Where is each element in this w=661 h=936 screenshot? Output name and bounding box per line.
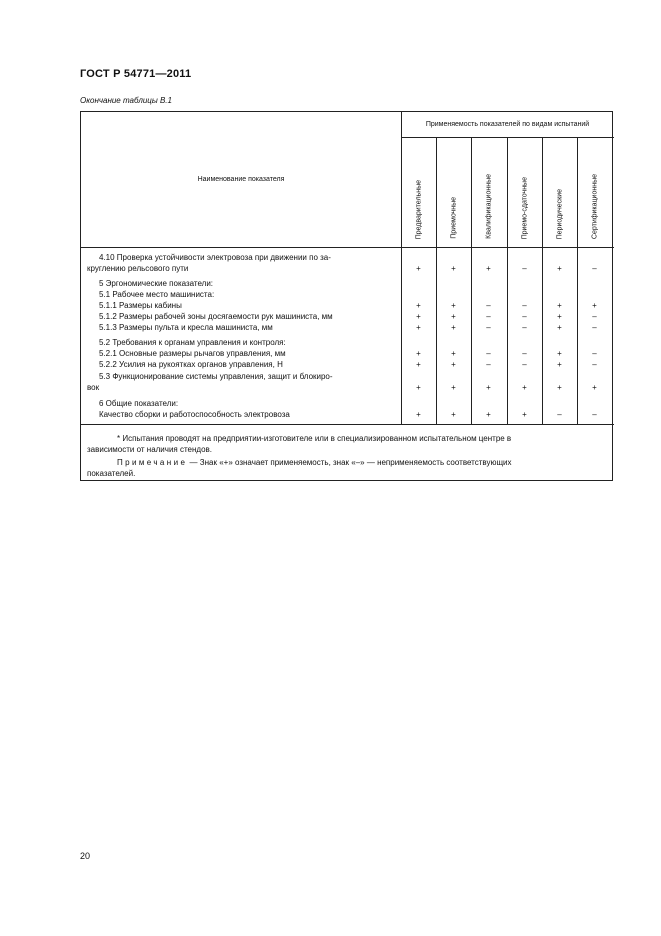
document-title: ГОСТ Р 54771—2011: [80, 68, 192, 80]
table-row: [81, 301, 614, 311]
applicability-mark: +: [486, 410, 491, 419]
row-label: Качество сборки и работоспособность электровоза: [99, 410, 290, 419]
table-row: [81, 253, 614, 263]
applicability-mark: +: [522, 383, 527, 392]
applicability-mark: –: [522, 301, 527, 310]
table-row: [81, 399, 614, 409]
applicability-mark: +: [451, 383, 456, 392]
applicability-mark: +: [416, 301, 421, 310]
applicability-mark: –: [486, 360, 491, 369]
table-note: [81, 458, 614, 479]
table-row: [81, 360, 614, 370]
row-label: 5.1.1 Размеры кабины: [99, 301, 182, 310]
applicability-group-header: Применяемость показателей по видам испытаний: [425, 121, 590, 128]
applicability-mark: +: [451, 410, 456, 419]
applicability-mark: –: [522, 349, 527, 358]
table-row: [81, 323, 614, 333]
applicability-mark: +: [522, 410, 527, 419]
applicability-mark: –: [486, 349, 491, 358]
table-row: [81, 410, 614, 420]
applicability-mark: +: [557, 301, 562, 310]
column-header-preliminary: Предварительные: [415, 179, 422, 239]
grid-line: [81, 424, 614, 425]
applicability-mark: –: [486, 312, 491, 321]
row-label: 5.1.2 Размеры рабочей зоны досягаемости рук машиниста, мм: [99, 312, 333, 321]
applicability-mark: +: [416, 312, 421, 321]
applicability-mark: +: [486, 264, 491, 273]
applicability-mark: +: [557, 360, 562, 369]
column-header-acceptance: Приемочные: [450, 197, 457, 239]
applicability-mark: +: [451, 323, 456, 332]
applicability-mark: –: [592, 410, 597, 419]
column-header-periodic: Периодические: [556, 188, 563, 239]
applicability-mark: +: [592, 383, 597, 392]
table-row: [81, 372, 614, 382]
applicability-mark: –: [592, 323, 597, 332]
footnote-line-1: * Испытания проводят на предприятии-изготовителе или в специализированном испытательном центре в: [117, 434, 512, 443]
row-label: 5.2 Требования к органам управления и контроля:: [99, 338, 286, 347]
row-label: 5 Эргономические показатели:: [99, 279, 214, 288]
applicability-mark: –: [522, 312, 527, 321]
row-label: круглению рельсового пути: [87, 264, 189, 273]
grid-line: [81, 247, 614, 248]
row-label: 5.3 Функционирование системы управления, защит и блокиро-: [99, 372, 333, 381]
column-header-delivery: Приемо-сдаточные: [521, 176, 528, 239]
applicability-mark: +: [451, 360, 456, 369]
applicability-mark: +: [557, 349, 562, 358]
applicability-mark: +: [416, 349, 421, 358]
applicability-mark: –: [592, 360, 597, 369]
table-row: [81, 312, 614, 322]
applicability-mark: +: [486, 383, 491, 392]
footnote: [81, 434, 614, 455]
applicability-mark: +: [416, 323, 421, 332]
note-text-continued: показателей.: [87, 468, 136, 478]
page-number: 20: [80, 851, 91, 861]
table-caption: Окончание таблицы В.1: [80, 96, 172, 105]
applicability-mark: –: [592, 349, 597, 358]
applicability-mark: –: [557, 410, 562, 419]
applicability-mark: –: [486, 301, 491, 310]
applicability-mark: –: [592, 264, 597, 273]
row-label: 5.2.2 Усилия на рукоятках органов управления, Н: [99, 360, 283, 369]
applicability-mark: +: [592, 301, 597, 310]
indicators-table: [80, 111, 613, 481]
row-label: вок: [87, 383, 100, 392]
applicability-mark: –: [522, 264, 527, 273]
applicability-mark: –: [522, 360, 527, 369]
table-row: [81, 290, 614, 300]
column-header-qualification: Квалификационные: [485, 174, 492, 239]
table-row: [81, 338, 614, 348]
applicability-mark: +: [416, 264, 421, 273]
applicability-mark: –: [486, 323, 491, 332]
applicability-mark: +: [416, 383, 421, 392]
row-label: 4.10 Проверка устойчивости электровоза при движении по за-: [99, 253, 331, 262]
applicability-mark: +: [451, 264, 456, 273]
applicability-mark: +: [557, 312, 562, 321]
applicability-mark: +: [451, 301, 456, 310]
applicability-mark: +: [557, 323, 562, 332]
name-column-header: Наименование показателя: [197, 176, 285, 183]
applicability-mark: +: [557, 383, 562, 392]
applicability-mark: –: [522, 323, 527, 332]
table-row: [81, 279, 614, 289]
applicability-mark: +: [451, 312, 456, 321]
table-row: [81, 383, 614, 393]
footnote-line-2: зависимости от наличия стендов.: [87, 444, 212, 454]
table-row: [81, 349, 614, 359]
applicability-mark: +: [451, 349, 456, 358]
row-label: 6 Общие показатели:: [99, 399, 179, 408]
applicability-mark: +: [416, 360, 421, 369]
applicability-mark: +: [557, 264, 562, 273]
row-label: 5.1.3 Размеры пульта и кресла машиниста, мм: [99, 323, 273, 332]
row-label: 5.2.1 Основные размеры рычагов управления, мм: [99, 349, 286, 358]
applicability-mark: –: [592, 312, 597, 321]
note-prefix: Примечание: [117, 458, 188, 467]
note-text: — Знак «+» означает применяемость, знак «–» — неприменяемость соответствующих: [189, 458, 512, 467]
applicability-mark: +: [416, 410, 421, 419]
row-label: 5.1 Рабочее место машиниста:: [99, 290, 215, 299]
table-row: [81, 264, 614, 274]
column-header-certification: Сертификационные: [591, 173, 598, 239]
